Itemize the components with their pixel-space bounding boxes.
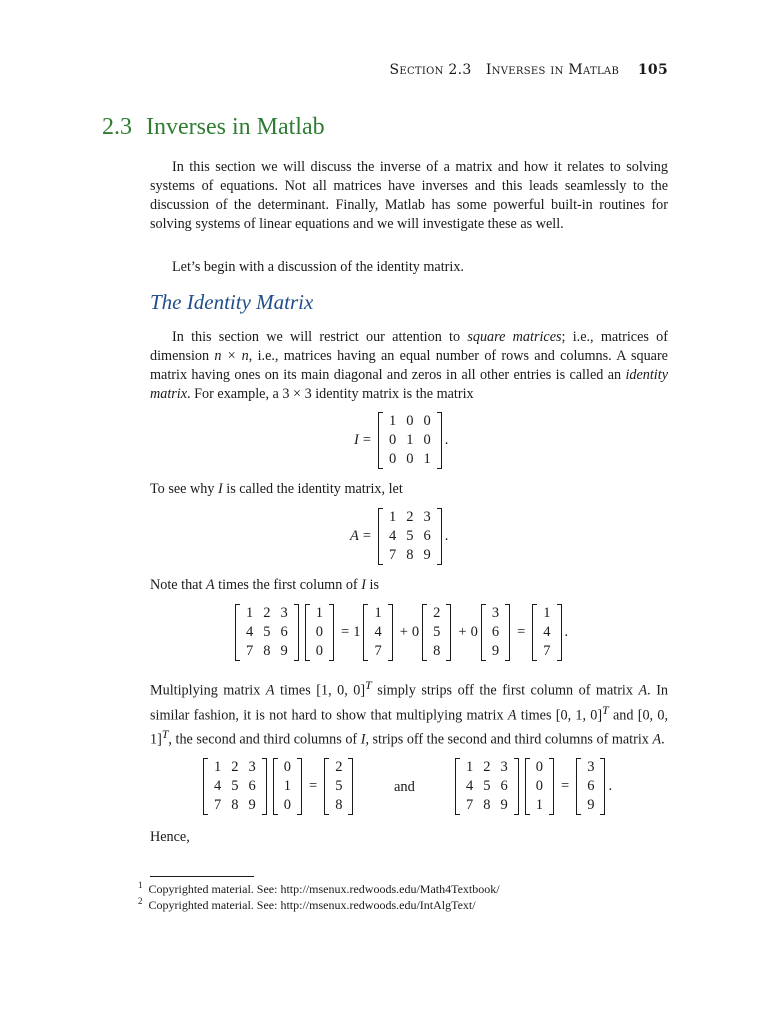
matrix-A bbox=[378, 508, 442, 565]
matrix-cell: 6 bbox=[248, 778, 256, 794]
text-run: , strips off the second and third columns of matrix bbox=[365, 732, 653, 749]
vector-col2 bbox=[422, 604, 451, 661]
vector-cell: 0 bbox=[315, 643, 323, 659]
coefficient: 0 bbox=[470, 624, 478, 640]
text-run: is bbox=[365, 577, 379, 593]
vector-cell: 0 bbox=[535, 778, 543, 794]
vector-e3 bbox=[525, 758, 554, 815]
matrix-cell: 8 bbox=[231, 797, 239, 813]
symbol-I: I bbox=[361, 577, 366, 593]
subsection-title: The Identity Matrix bbox=[150, 290, 314, 314]
matrix-A bbox=[203, 758, 267, 815]
matrix-cell: 7 bbox=[246, 643, 254, 659]
equals-sign: = bbox=[362, 432, 372, 448]
vector-cell: 0 bbox=[283, 797, 291, 813]
vector-cell: 6 bbox=[587, 778, 595, 794]
vector-cell: 5 bbox=[335, 778, 343, 794]
matrix-cell: 0 bbox=[389, 451, 397, 467]
matrix-cell: 9 bbox=[423, 547, 431, 563]
matrix-cell: 7 bbox=[214, 797, 222, 813]
vector-result-2 bbox=[324, 758, 353, 815]
footnote-1 bbox=[138, 880, 500, 897]
running-head bbox=[389, 62, 668, 78]
text-run: times the first column of bbox=[214, 577, 362, 593]
identity-paragraph bbox=[150, 328, 668, 404]
matrix-cell: 8 bbox=[406, 547, 414, 563]
text-run: Multiplying matrix bbox=[150, 682, 266, 699]
matrix-cell: 1 bbox=[389, 413, 397, 429]
vector-cell: 3 bbox=[491, 605, 500, 621]
vector-result-3 bbox=[576, 758, 605, 815]
equals-sign: = bbox=[517, 624, 526, 640]
intro-paragraph-2: Let’s begin with a discussion of the identity matrix. bbox=[172, 259, 464, 275]
matrix-cell: 9 bbox=[500, 797, 508, 813]
equation-third-column bbox=[452, 758, 612, 815]
vector-cell: 0 bbox=[315, 624, 323, 640]
math-n-by-n: n × n bbox=[214, 348, 249, 364]
vector-cell: 4 bbox=[543, 624, 551, 640]
equation-second-column bbox=[200, 758, 356, 815]
vector-cell: 8 bbox=[335, 797, 343, 813]
equals-sign: = bbox=[362, 528, 372, 544]
matrix-cell: 5 bbox=[406, 528, 414, 544]
see-why-sentence bbox=[150, 480, 668, 499]
text-run: . In similar fashion, it is not hard to show that multiplying matrix bbox=[150, 682, 669, 724]
footnote-mark: 1 bbox=[138, 880, 143, 890]
matrix-cell: 6 bbox=[423, 528, 431, 544]
period: . bbox=[564, 624, 569, 640]
symbol-A: A bbox=[205, 577, 215, 593]
vector-cell: 3 bbox=[587, 759, 595, 775]
matrix-cell: 2 bbox=[406, 509, 414, 525]
transpose-mark: T bbox=[602, 702, 609, 717]
symbol-A: A bbox=[265, 682, 275, 699]
matrix-cell: 2 bbox=[263, 605, 271, 621]
equation-A bbox=[350, 508, 448, 565]
matrix-cell: 1 bbox=[406, 432, 414, 448]
period: . bbox=[444, 432, 449, 448]
matrix-cell: 3 bbox=[500, 759, 508, 775]
text-run: , i.e., matrices having an equal number of rows and columns. A square matrix having ones on its main diagonal and zeros in all other entries is called an bbox=[150, 348, 668, 383]
matrix-cell: 6 bbox=[500, 778, 508, 794]
footnote-mark: 2 bbox=[138, 896, 143, 906]
matrix-cell: 2 bbox=[483, 759, 491, 775]
symbol-A: A bbox=[350, 528, 359, 544]
symbol-I: I bbox=[360, 732, 366, 749]
transpose-mark: T bbox=[365, 678, 372, 692]
matrix-cell: 8 bbox=[483, 797, 491, 813]
matrix-cell: 5 bbox=[231, 778, 239, 794]
vector-cell: 6 bbox=[491, 624, 500, 640]
equation-identity bbox=[354, 412, 448, 469]
text-run: simply strips off the first column of matrix bbox=[371, 682, 639, 699]
matrix-cell: 5 bbox=[483, 778, 491, 794]
matrix-cell: 1 bbox=[423, 451, 431, 467]
vector-cell: 8 bbox=[433, 643, 441, 659]
vector-cell: 1 bbox=[283, 778, 291, 794]
text-run: Note that bbox=[150, 577, 206, 593]
term-identity-matrix: identity matrix bbox=[150, 367, 668, 402]
vector-cell: 0 bbox=[283, 759, 291, 775]
symbol-I: I bbox=[217, 481, 223, 497]
section-number: 2.3 bbox=[102, 114, 132, 140]
vector-cell: 1 bbox=[374, 605, 382, 621]
matrix-cell: 6 bbox=[280, 624, 288, 640]
matrix-cell: 0 bbox=[406, 451, 414, 467]
equals-sign: = bbox=[561, 778, 570, 794]
matrix-I bbox=[378, 412, 442, 469]
footnote-2 bbox=[138, 896, 476, 913]
period: . bbox=[608, 778, 613, 794]
vector-cell: 9 bbox=[491, 643, 500, 659]
matrix-cell: 1 bbox=[246, 605, 254, 621]
matrix-cell: 7 bbox=[466, 797, 474, 813]
matrix-cell: 7 bbox=[389, 547, 397, 563]
vector-e2 bbox=[273, 758, 302, 815]
text-run: ; i.e., matrices of dimension bbox=[150, 329, 668, 364]
coefficient: 1 bbox=[353, 624, 361, 640]
matrix-cell: 9 bbox=[248, 797, 256, 813]
matrix-cell: 3 bbox=[423, 509, 431, 525]
vector-cell: 2 bbox=[335, 759, 343, 775]
vector-cell: 9 bbox=[587, 797, 595, 813]
matrix-cell: 1 bbox=[389, 509, 397, 525]
matrix-cell: 4 bbox=[214, 778, 222, 794]
text-run: is called the identity matrix, let bbox=[222, 481, 403, 497]
equals-sign: = bbox=[309, 778, 318, 794]
matrix-cell: 9 bbox=[280, 643, 288, 659]
matrix-cell: 5 bbox=[263, 624, 271, 640]
footnote-text: Copyrighted material. See: http://msenux.redwoods.edu/IntAlgText/ bbox=[148, 898, 476, 912]
matrix-cell: 0 bbox=[423, 413, 431, 429]
multiplying-paragraph bbox=[150, 676, 668, 750]
matrix-cell: 1 bbox=[466, 759, 474, 775]
note-sentence bbox=[150, 576, 668, 595]
vector-cell: 1 bbox=[543, 605, 551, 621]
matrix-cell: 2 bbox=[231, 759, 239, 775]
intro-paragraph: In this section we will discuss the inverse of a matrix and how it relates to solving systems of equations. Not all matrices have inverses and this leads seamlessly to the discussion of the determinant. Finally, Matlab has some powerful built-in routines for solving systems of linear equations and we will investigate these as well. bbox=[150, 159, 668, 232]
matrix-cell: 4 bbox=[246, 624, 254, 640]
text-run: , the second and third columns of bbox=[168, 732, 361, 749]
page-number: 105 bbox=[637, 62, 668, 78]
text-run: and [0, 0, 1] bbox=[150, 707, 669, 749]
section-title: Inverses in Matlab bbox=[146, 114, 325, 140]
hence-text: Hence, bbox=[150, 829, 190, 845]
vector-cell: 1 bbox=[535, 797, 543, 813]
vector-cell: 2 bbox=[433, 605, 441, 621]
running-head-title: Inverses in Matlab bbox=[485, 62, 620, 78]
symbol-A: A bbox=[638, 682, 648, 699]
equation-first-column bbox=[232, 604, 568, 661]
vector-cell: 4 bbox=[374, 624, 382, 640]
and-word: and bbox=[394, 779, 415, 795]
plus-sign: + bbox=[458, 624, 467, 640]
vector-cell: 1 bbox=[315, 605, 323, 621]
footnote-text: Copyrighted material. See: http://msenux.redwoods.edu/Math4Textbook/ bbox=[148, 882, 500, 896]
equals-sign: = bbox=[341, 624, 350, 640]
running-head-section: Section 2.3 bbox=[389, 62, 472, 78]
text-run: . bbox=[661, 732, 665, 749]
text-run: In this section we will restrict our attention to bbox=[172, 329, 468, 345]
matrix-cell: 4 bbox=[466, 778, 474, 794]
footnote-rule bbox=[150, 876, 254, 877]
vector-col3 bbox=[481, 604, 510, 661]
matrix-cell: 3 bbox=[248, 759, 256, 775]
section-heading bbox=[102, 114, 325, 141]
vector-result bbox=[532, 604, 561, 661]
matrix-cell: 0 bbox=[423, 432, 431, 448]
text-run: times [1, 0, 0] bbox=[274, 682, 366, 699]
vector-cell: 7 bbox=[374, 643, 382, 659]
text-run: To see why bbox=[150, 481, 218, 497]
text-run: times [0, 1, 0] bbox=[516, 707, 603, 724]
text-run: . For example, a 3 × 3 identity matrix is the matrix bbox=[187, 386, 474, 402]
symbol-I: I bbox=[354, 432, 359, 448]
plus-sign: + bbox=[399, 624, 408, 640]
vector-cell: 7 bbox=[543, 643, 551, 659]
matrix-cell: 0 bbox=[389, 432, 397, 448]
vector-cell: 5 bbox=[433, 624, 441, 640]
matrix-cell: 1 bbox=[214, 759, 222, 775]
vector-e1 bbox=[305, 604, 334, 661]
vector-col1 bbox=[363, 604, 392, 661]
matrix-cell: 4 bbox=[389, 528, 397, 544]
matrix-cell: 3 bbox=[280, 605, 288, 621]
term-square-matrices: square matrices bbox=[467, 329, 562, 345]
matrix-A bbox=[235, 604, 299, 661]
coefficient: 0 bbox=[411, 624, 420, 640]
matrix-A bbox=[455, 758, 519, 815]
vector-cell: 0 bbox=[535, 759, 543, 775]
matrix-cell: 8 bbox=[263, 643, 271, 659]
transpose-mark: T bbox=[161, 727, 169, 742]
period: . bbox=[444, 528, 449, 544]
matrix-cell: 0 bbox=[406, 413, 414, 429]
symbol-A: A bbox=[652, 732, 662, 749]
symbol-A: A bbox=[507, 707, 517, 724]
